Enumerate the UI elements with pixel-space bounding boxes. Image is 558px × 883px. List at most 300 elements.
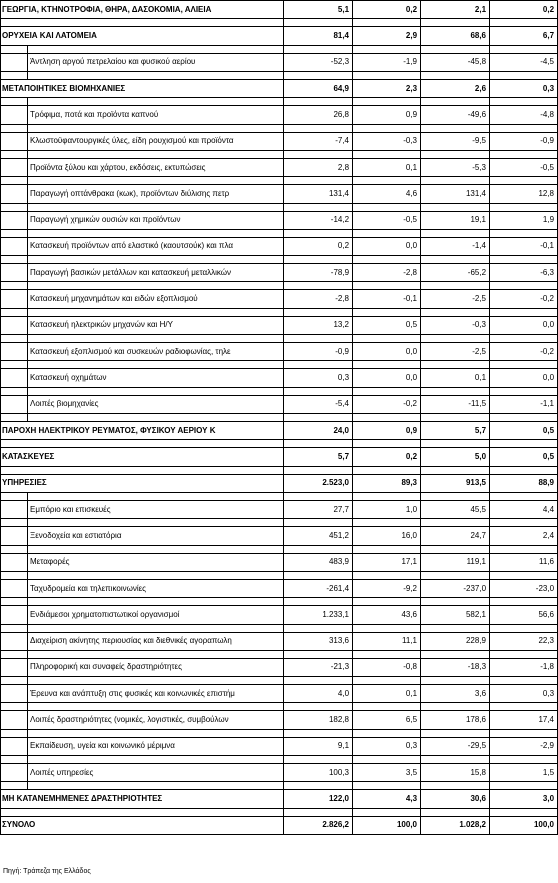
spacer-row: [1, 650, 558, 658]
indent-cell: [1, 579, 28, 597]
table-row-section: [1, 816, 558, 834]
row-label: ΚΑΤΑΣΚΕΥΕΣ: [1, 448, 284, 466]
value-cell-2: 0,3: [353, 737, 421, 755]
spacer-cell: [490, 545, 558, 553]
table-row-subsector: [1, 632, 558, 650]
value-cell-4: 0,5: [490, 448, 558, 466]
spacer-row: [1, 229, 558, 237]
spacer-row: [1, 203, 558, 211]
spacer-cell: [28, 229, 284, 237]
spacer-cell: [284, 124, 353, 132]
indent-cell: [1, 264, 28, 282]
spacer-row: [1, 545, 558, 553]
value-cell-1: -21,3: [284, 658, 353, 676]
indent-cell: [1, 211, 28, 229]
spacer-cell: [1, 440, 284, 448]
value-cell-3: 3,6: [421, 685, 490, 703]
value-cell-2: 16,0: [353, 527, 421, 545]
spacer-cell: [28, 624, 284, 632]
value-cell-1: 2,8: [284, 158, 353, 176]
table-row-subsector: [1, 527, 558, 545]
spacer-cell: [421, 203, 490, 211]
spacer-cell: [490, 440, 558, 448]
value-cell-4: 1,9: [490, 211, 558, 229]
value-cell-1: 64,9: [284, 79, 353, 97]
spacer-cell: [353, 571, 421, 579]
indent-cell: [1, 177, 28, 185]
spacer-cell: [284, 571, 353, 579]
table-body: [1, 1, 558, 835]
spacer-cell: [490, 335, 558, 343]
spacer-cell: [421, 124, 490, 132]
row-label: ΟΡΥΧΕΙΑ ΚΑΙ ΛΑΤΟΜΕΙΑ: [1, 27, 284, 45]
spacer-cell: [353, 492, 421, 500]
spacer-cell: [353, 98, 421, 106]
value-cell-1: 100,3: [284, 764, 353, 782]
table-row-subsector: [1, 764, 558, 782]
value-cell-4: 3,0: [490, 790, 558, 808]
spacer-cell: [284, 466, 353, 474]
row-label: ΜΕΤΑΠΟΙΗΤΙΚΕΣ ΒΙΟΜΗΧΑΝΙΕΣ: [1, 79, 284, 97]
table-row-subsector: [1, 606, 558, 624]
table-row-section: [1, 474, 558, 492]
spacer-cell: [490, 782, 558, 790]
indent-cell: [1, 500, 28, 518]
spacer-row: [1, 71, 558, 79]
spacer-cell: [353, 71, 421, 79]
value-cell-4: -4,8: [490, 106, 558, 124]
indent-cell: [1, 711, 28, 729]
indent-cell: [1, 150, 28, 158]
spacer-cell: [28, 177, 284, 185]
value-cell-1: -52,3: [284, 53, 353, 71]
value-cell-2: 6,5: [353, 711, 421, 729]
spacer-cell: [490, 387, 558, 395]
value-cell-4: -0,1: [490, 237, 558, 255]
row-label: Ενδιάμεσοι χρηματοπιστωτικοί οργανισμοί: [28, 606, 284, 624]
table-row-subsector: [1, 158, 558, 176]
spacer-row: [1, 756, 558, 764]
spacer-cell: [353, 19, 421, 27]
spacer-cell: [421, 545, 490, 553]
spacer-cell: [421, 308, 490, 316]
value-cell-3: 45,5: [421, 500, 490, 518]
spacer-cell: [490, 729, 558, 737]
indent-cell: [1, 756, 28, 764]
indent-cell: [1, 624, 28, 632]
value-cell-1: 451,2: [284, 527, 353, 545]
spacer-cell: [28, 782, 284, 790]
spacer-row: [1, 45, 558, 53]
spacer-cell: [490, 466, 558, 474]
spacer-cell: [353, 308, 421, 316]
spacer-row: [1, 466, 558, 474]
spacer-cell: [490, 19, 558, 27]
table-row-subsector: [1, 685, 558, 703]
value-cell-4: -1,1: [490, 395, 558, 413]
spacer-cell: [490, 150, 558, 158]
table-row-subsector: [1, 237, 558, 255]
indent-cell: [1, 387, 28, 395]
spacer-cell: [284, 335, 353, 343]
value-cell-1: -0,9: [284, 343, 353, 361]
value-cell-2: 4,3: [353, 790, 421, 808]
value-cell-4: 0,3: [490, 685, 558, 703]
spacer-cell: [284, 545, 353, 553]
value-cell-1: -261,4: [284, 579, 353, 597]
spacer-cell: [421, 19, 490, 27]
value-cell-4: 100,0: [490, 816, 558, 834]
spacer-cell: [284, 282, 353, 290]
spacer-row: [1, 124, 558, 132]
row-label: ΜΗ ΚΑΤΑΝΕΜΗΜΕΝΕΣ ΔΡΑΣΤΗΡΙΟΤΗΤΕΣ: [1, 790, 284, 808]
spacer-cell: [353, 677, 421, 685]
value-cell-2: 0,2: [353, 1, 421, 19]
table-row-subsector: [1, 185, 558, 203]
spacer-cell: [421, 71, 490, 79]
row-label: Παραγωγή οπτάνθρακα (κωκ), προϊόντων διύλισης πετρ: [28, 185, 284, 203]
value-cell-3: -9,5: [421, 132, 490, 150]
table-row-subsector: [1, 711, 558, 729]
row-label: Λοιπές υπηρεσίες: [28, 764, 284, 782]
indent-cell: [1, 571, 28, 579]
spacer-cell: [490, 71, 558, 79]
value-cell-2: 0,0: [353, 369, 421, 387]
indent-cell: [1, 98, 28, 106]
value-cell-3: -65,2: [421, 264, 490, 282]
spacer-cell: [421, 492, 490, 500]
indent-cell: [1, 53, 28, 71]
spacer-cell: [353, 361, 421, 369]
table-row-subsector: [1, 395, 558, 413]
row-label: Παραγωγή χημικών ουσιών και προϊόντων: [28, 211, 284, 229]
spacer-cell: [284, 19, 353, 27]
row-label: Εμπόριο και επισκευές: [28, 500, 284, 518]
value-cell-3: 2,1: [421, 1, 490, 19]
spacer-cell: [490, 229, 558, 237]
value-cell-3: -2,5: [421, 290, 490, 308]
value-cell-1: -2,8: [284, 290, 353, 308]
spacer-cell: [28, 387, 284, 395]
spacer-cell: [353, 45, 421, 53]
value-cell-4: -0,2: [490, 290, 558, 308]
value-cell-3: 228,9: [421, 632, 490, 650]
value-cell-3: -2,5: [421, 343, 490, 361]
spacer-cell: [284, 598, 353, 606]
spacer-cell: [421, 256, 490, 264]
table-row-subsector: [1, 132, 558, 150]
spacer-cell: [284, 308, 353, 316]
spacer-cell: [490, 45, 558, 53]
spacer-cell: [28, 414, 284, 422]
spacer-cell: [28, 124, 284, 132]
value-cell-3: -1,4: [421, 237, 490, 255]
indent-cell: [1, 256, 28, 264]
value-cell-4: 1,5: [490, 764, 558, 782]
indent-cell: [1, 598, 28, 606]
spacer-row: [1, 624, 558, 632]
spacer-cell: [490, 624, 558, 632]
value-cell-3: -18,3: [421, 658, 490, 676]
indent-cell: [1, 343, 28, 361]
spacer-cell: [28, 203, 284, 211]
spacer-cell: [284, 440, 353, 448]
indent-cell: [1, 492, 28, 500]
value-cell-4: -0,2: [490, 343, 558, 361]
table-row-subsector: [1, 211, 558, 229]
row-label: ΥΠΗΡΕΣΙΕΣ: [1, 474, 284, 492]
spacer-row: [1, 598, 558, 606]
row-label: ΓΕΩΡΓΙΑ, ΚΤΗΝΟΤΡΟΦΙΑ, ΘΗΡΑ, ΔΑΣΟΚΟΜΙΑ, ΑΛΙΕΙΑ: [1, 1, 284, 19]
value-cell-3: -49,6: [421, 106, 490, 124]
indent-cell: [1, 185, 28, 203]
spacer-cell: [353, 387, 421, 395]
value-cell-2: 0,1: [353, 685, 421, 703]
indent-cell: [1, 158, 28, 176]
spacer-cell: [28, 361, 284, 369]
row-label: Λοιπές βιομηχανίες: [28, 395, 284, 413]
spacer-cell: [284, 361, 353, 369]
spacer-cell: [353, 282, 421, 290]
spacer-cell: [421, 440, 490, 448]
spacer-cell: [490, 650, 558, 658]
spacer-cell: [28, 150, 284, 158]
spacer-cell: [353, 703, 421, 711]
spacer-row: [1, 703, 558, 711]
spacer-cell: [421, 150, 490, 158]
value-cell-2: -0,5: [353, 211, 421, 229]
indent-cell: [1, 737, 28, 755]
spacer-row: [1, 440, 558, 448]
value-cell-2: 43,6: [353, 606, 421, 624]
spacer-cell: [284, 45, 353, 53]
table-row-subsector: [1, 316, 558, 334]
spacer-cell: [421, 466, 490, 474]
value-cell-2: 0,9: [353, 422, 421, 440]
spacer-cell: [421, 624, 490, 632]
value-cell-2: 0,9: [353, 106, 421, 124]
spacer-cell: [28, 282, 284, 290]
spacer-cell: [490, 98, 558, 106]
spacer-cell: [28, 308, 284, 316]
spacer-cell: [284, 387, 353, 395]
spacer-row: [1, 308, 558, 316]
spacer-cell: [490, 177, 558, 185]
table-row-subsector: [1, 53, 558, 71]
row-label: Πληροφορική και συναφείς δραστηριότητες: [28, 658, 284, 676]
spacer-cell: [353, 598, 421, 606]
spacer-cell: [490, 361, 558, 369]
spacer-cell: [421, 782, 490, 790]
value-cell-3: 68,6: [421, 27, 490, 45]
indent-cell: [1, 685, 28, 703]
value-cell-2: -9,2: [353, 579, 421, 597]
indent-cell: [1, 361, 28, 369]
indent-cell: [1, 545, 28, 553]
indent-cell: [1, 782, 28, 790]
spacer-row: [1, 19, 558, 27]
value-cell-2: 3,5: [353, 764, 421, 782]
row-label: Ταχυδρομεία και τηλεπικοινωνίες: [28, 579, 284, 597]
table-row-subsector: [1, 343, 558, 361]
spacer-cell: [1, 808, 284, 816]
value-cell-1: 9,1: [284, 737, 353, 755]
row-label: Μεταφορές: [28, 553, 284, 571]
indent-cell: [1, 632, 28, 650]
value-cell-3: 5,0: [421, 448, 490, 466]
table-row-section: [1, 448, 558, 466]
spacer-row: [1, 729, 558, 737]
spacer-cell: [353, 150, 421, 158]
spacer-cell: [490, 598, 558, 606]
row-label: Κατασκευή μηχανημάτων και ειδών εξοπλισμού: [28, 290, 284, 308]
row-label: Έρευνα και ανάπτυξη στις φυσικές και κοινωνικές επιστήμ: [28, 685, 284, 703]
spacer-cell: [490, 203, 558, 211]
spacer-cell: [28, 571, 284, 579]
spacer-row: [1, 414, 558, 422]
indent-cell: [1, 282, 28, 290]
indent-cell: [1, 606, 28, 624]
indent-cell: [1, 519, 28, 527]
value-cell-2: -0,2: [353, 395, 421, 413]
spacer-row: [1, 335, 558, 343]
value-cell-3: 24,7: [421, 527, 490, 545]
value-cell-4: -1,8: [490, 658, 558, 676]
value-cell-1: -7,4: [284, 132, 353, 150]
row-label: Εκπαίδευση, υγεία και κοινωνικό μέριμνα: [28, 737, 284, 755]
spacer-cell: [421, 98, 490, 106]
spacer-cell: [353, 256, 421, 264]
value-cell-3: 19,1: [421, 211, 490, 229]
indent-cell: [1, 414, 28, 422]
spacer-cell: [28, 545, 284, 553]
value-cell-3: -237,0: [421, 579, 490, 597]
spacer-row: [1, 256, 558, 264]
value-cell-2: 0,0: [353, 237, 421, 255]
value-cell-3: 131,4: [421, 185, 490, 203]
spacer-cell: [284, 150, 353, 158]
value-cell-3: 15,8: [421, 764, 490, 782]
indent-cell: [1, 527, 28, 545]
row-label: Τρόφιμα, ποτά και προϊόντα καπνού: [28, 106, 284, 124]
table-row-subsector: [1, 369, 558, 387]
row-label: Λοιπές δραστηριότητες (νομικές, λογιστικές, συμβούλων: [28, 711, 284, 729]
spacer-cell: [490, 703, 558, 711]
spacer-row: [1, 282, 558, 290]
indent-cell: [1, 650, 28, 658]
value-cell-2: 17,1: [353, 553, 421, 571]
spacer-cell: [284, 650, 353, 658]
table-row-subsector: [1, 579, 558, 597]
value-cell-3: -45,8: [421, 53, 490, 71]
value-cell-1: 24,0: [284, 422, 353, 440]
spacer-cell: [421, 756, 490, 764]
value-cell-4: 0,3: [490, 79, 558, 97]
spacer-cell: [284, 756, 353, 764]
spacer-cell: [353, 440, 421, 448]
value-cell-4: 0,0: [490, 369, 558, 387]
value-cell-1: 0,2: [284, 237, 353, 255]
value-cell-1: 313,6: [284, 632, 353, 650]
spacer-cell: [421, 598, 490, 606]
spacer-row: [1, 808, 558, 816]
spacer-cell: [284, 256, 353, 264]
value-cell-3: -29,5: [421, 737, 490, 755]
spacer-cell: [28, 335, 284, 343]
spacer-cell: [353, 808, 421, 816]
spacer-row: [1, 571, 558, 579]
value-cell-3: 5,7: [421, 422, 490, 440]
spacer-cell: [421, 387, 490, 395]
value-cell-2: 4,6: [353, 185, 421, 203]
value-cell-4: 0,5: [490, 422, 558, 440]
spacer-cell: [28, 756, 284, 764]
value-cell-3: -11,5: [421, 395, 490, 413]
value-cell-2: -0,3: [353, 132, 421, 150]
spacer-cell: [353, 466, 421, 474]
spacer-cell: [421, 282, 490, 290]
row-label: Κατασκευή εξοπλισμού και συσκευών ραδιοφωνίας, τηλε: [28, 343, 284, 361]
table-row-section: [1, 1, 558, 19]
spacer-cell: [490, 308, 558, 316]
value-cell-1: 5,1: [284, 1, 353, 19]
table-row-section: [1, 422, 558, 440]
spacer-row: [1, 519, 558, 527]
indent-cell: [1, 553, 28, 571]
indent-cell: [1, 106, 28, 124]
spacer-cell: [353, 124, 421, 132]
value-cell-4: 0,0: [490, 316, 558, 334]
spacer-cell: [421, 571, 490, 579]
spacer-cell: [284, 624, 353, 632]
value-cell-3: -0,3: [421, 316, 490, 334]
spacer-cell: [353, 545, 421, 553]
value-cell-2: -0,8: [353, 658, 421, 676]
value-cell-4: -23,0: [490, 579, 558, 597]
value-cell-4: -6,3: [490, 264, 558, 282]
spacer-cell: [353, 335, 421, 343]
spacer-cell: [421, 335, 490, 343]
spacer-cell: [28, 650, 284, 658]
spacer-cell: [490, 756, 558, 764]
value-cell-1: 5,7: [284, 448, 353, 466]
spacer-cell: [284, 414, 353, 422]
spacer-cell: [490, 519, 558, 527]
row-label: Ξενοδοχεία και εστιατόρια: [28, 527, 284, 545]
spacer-cell: [353, 729, 421, 737]
indent-cell: [1, 677, 28, 685]
value-cell-4: 17,4: [490, 711, 558, 729]
value-cell-1: -14,2: [284, 211, 353, 229]
table-row-subsector: [1, 737, 558, 755]
value-cell-4: 6,7: [490, 27, 558, 45]
spacer-cell: [353, 624, 421, 632]
value-cell-1: 483,9: [284, 553, 353, 571]
value-cell-1: 1.233,1: [284, 606, 353, 624]
spacer-cell: [421, 519, 490, 527]
table-row-subsector: [1, 658, 558, 676]
indent-cell: [1, 764, 28, 782]
indent-cell: [1, 395, 28, 413]
indent-cell: [1, 45, 28, 53]
value-cell-2: 1,0: [353, 500, 421, 518]
spacer-cell: [284, 229, 353, 237]
value-cell-1: -78,9: [284, 264, 353, 282]
spacer-row: [1, 361, 558, 369]
spacer-cell: [421, 808, 490, 816]
row-label: ΠΑΡΟΧΗ ΗΛΕΚΤΡΙΚΟΥ ΡΕΥΜΑΤΟΣ, ΦΥΣΙΚΟΥ ΑΕΡΙΟΥ Κ: [1, 422, 284, 440]
indent-cell: [1, 124, 28, 132]
